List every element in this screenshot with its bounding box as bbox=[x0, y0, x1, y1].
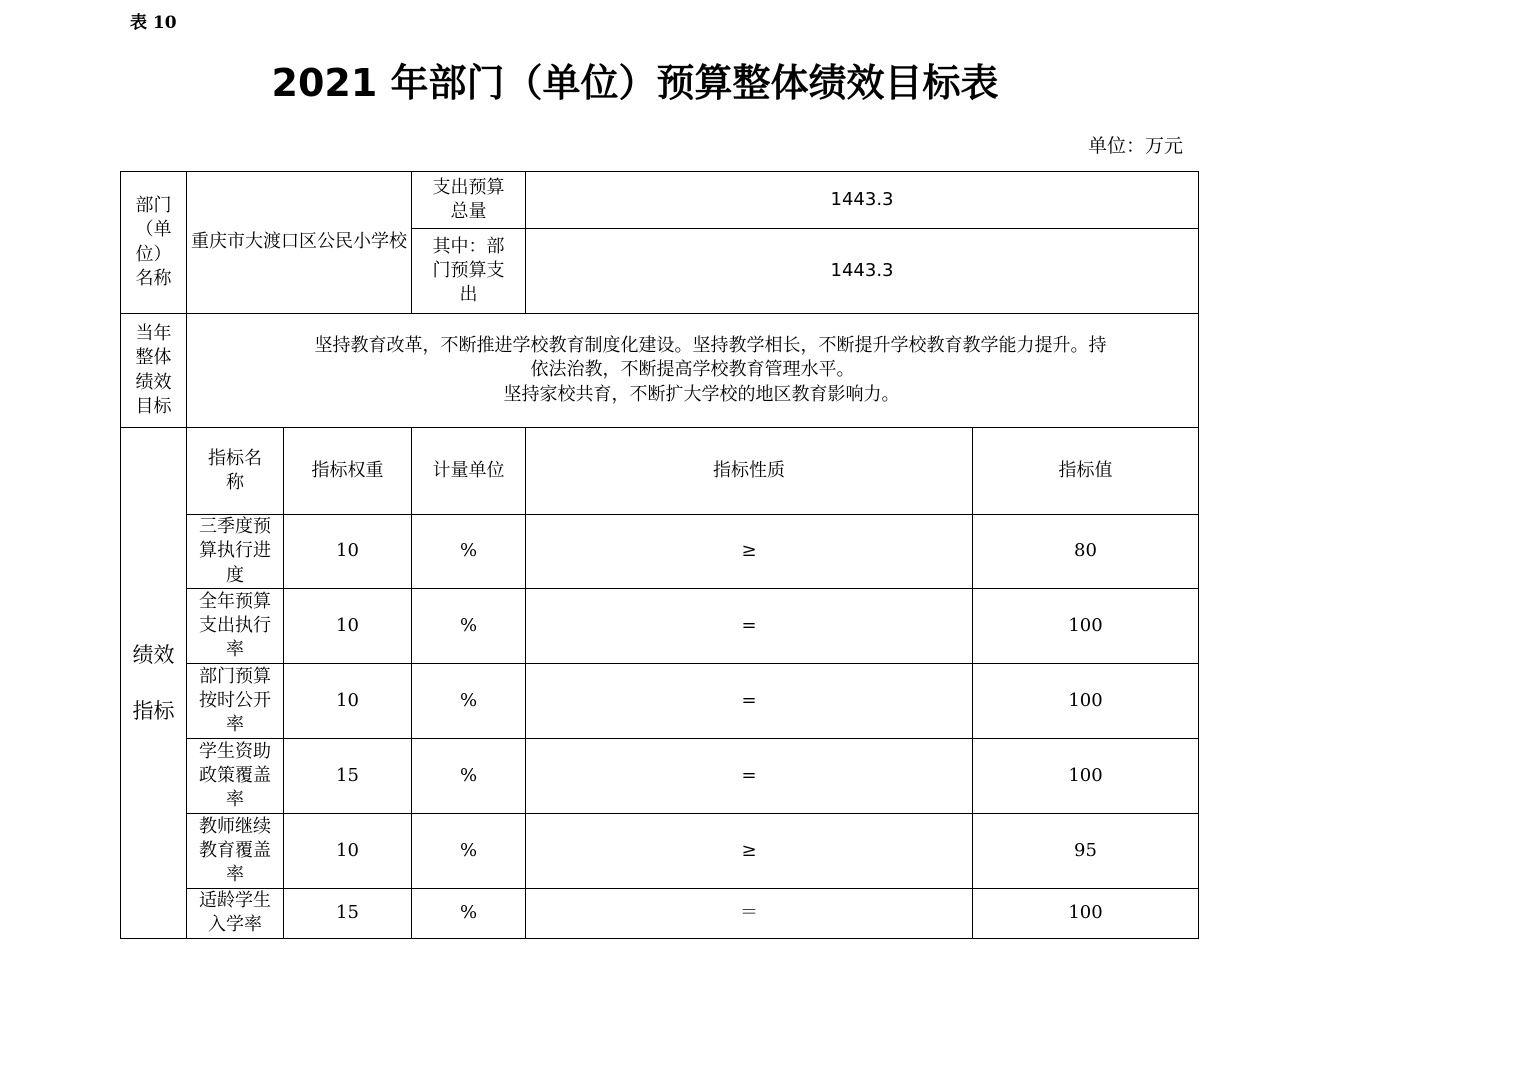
indicator-name: 部门预算按时公开率 bbox=[199, 665, 271, 736]
indicator-unit: % bbox=[412, 515, 526, 589]
indicator-weight: 10 bbox=[284, 664, 412, 739]
dept-budget-label-cell bbox=[412, 229, 526, 314]
table-row bbox=[121, 515, 1199, 589]
indicator-weight: 15 bbox=[284, 889, 412, 939]
total-budget-label: 支出预算总量 bbox=[432, 176, 505, 222]
indicator-name: 学生资助政策覆盖率 bbox=[199, 740, 271, 811]
goal-text bbox=[187, 314, 1199, 428]
indicator-weight: 10 bbox=[284, 515, 412, 589]
indicator-nature: = bbox=[526, 739, 973, 814]
indicator-weight: 10 bbox=[284, 814, 412, 889]
dept-budget-label: 其中：部门预算支出 bbox=[432, 235, 505, 306]
indicator-value: 100 bbox=[973, 589, 1199, 664]
goal-line-2: 依法治教，不断提高学校教育管理水平。 bbox=[530, 359, 855, 381]
indicator-weight: 10 bbox=[284, 589, 412, 664]
indicator-name: 教师继续教育覆盖率 bbox=[199, 815, 271, 886]
dept-name-label-cell bbox=[121, 172, 187, 314]
indicator-name-cell bbox=[187, 515, 284, 589]
table-row bbox=[121, 739, 1199, 814]
header-name: 指标名称 bbox=[208, 447, 262, 493]
page-title: 2021 年部门（单位）预算整体绩效目标表 bbox=[271, 61, 999, 105]
indicator-nature: = bbox=[526, 664, 973, 739]
header-weight: 指标权重 bbox=[284, 428, 412, 515]
dept-name-label: 部门（单位）名称 bbox=[135, 194, 172, 289]
indicator-name-cell bbox=[187, 889, 284, 939]
total-budget-label-cell bbox=[412, 172, 526, 229]
indicator-nature: ≥ bbox=[526, 814, 973, 889]
indicator-nature: ≥ bbox=[526, 515, 973, 589]
indicator-nature: = bbox=[526, 589, 973, 664]
goal-line-3: 坚持家校共育，不断扩大学校的地区教育影响力。 bbox=[503, 383, 900, 405]
dept-budget-value: 1443.3 bbox=[526, 229, 1199, 314]
table-row bbox=[121, 889, 1199, 939]
indicator-name: 全年预算支出执行率 bbox=[199, 590, 271, 661]
indicator-name-cell bbox=[187, 589, 284, 664]
indicators-label-line-1: 绩效 bbox=[132, 642, 175, 667]
indicator-value: 100 bbox=[973, 664, 1199, 739]
indicator-unit: % bbox=[412, 889, 526, 939]
indicator-name-cell bbox=[187, 739, 284, 814]
table-row bbox=[121, 664, 1199, 739]
goal-label-cell bbox=[121, 314, 187, 428]
indicator-name: 三季度预算执行进度 bbox=[199, 516, 271, 586]
indicator-weight: 15 bbox=[284, 739, 412, 814]
indicator-unit: % bbox=[412, 664, 526, 739]
table-number: 表 10 bbox=[130, 13, 177, 33]
header-name-cell bbox=[187, 428, 284, 515]
header-unit: 计量单位 bbox=[412, 428, 526, 515]
indicator-unit: % bbox=[412, 814, 526, 889]
total-budget-value: 1443.3 bbox=[526, 172, 1199, 229]
unit-label: 单位：万元 bbox=[1088, 135, 1184, 157]
indicator-unit: % bbox=[412, 739, 526, 814]
performance-target-table bbox=[120, 171, 1199, 939]
dept-name-value: 重庆市大渡口区公民小学校 bbox=[187, 172, 412, 314]
indicators-label-cell bbox=[121, 428, 187, 939]
indicator-nature: ＝ bbox=[526, 889, 973, 939]
goal-label: 当年整体绩效目标 bbox=[135, 322, 172, 417]
table-row bbox=[121, 589, 1199, 664]
indicator-value: 95 bbox=[973, 814, 1199, 889]
header-value: 指标值 bbox=[973, 428, 1199, 515]
indicator-name-cell bbox=[187, 664, 284, 739]
indicator-value: 80 bbox=[973, 515, 1199, 589]
table-row bbox=[121, 814, 1199, 889]
indicator-value: 100 bbox=[973, 889, 1199, 939]
indicator-name: 适龄学生入学率 bbox=[199, 890, 271, 936]
goal-line-1: 坚持教育改革，不断推进学校教育制度化建设。坚持教学相长，不断提升学校教育教学能力提升。持 bbox=[314, 335, 1107, 357]
indicator-unit: % bbox=[412, 589, 526, 664]
header-nature: 指标性质 bbox=[526, 428, 973, 515]
indicator-name-cell bbox=[187, 814, 284, 889]
indicators-label-line-2: 指标 bbox=[132, 698, 175, 723]
indicator-value: 100 bbox=[973, 739, 1199, 814]
